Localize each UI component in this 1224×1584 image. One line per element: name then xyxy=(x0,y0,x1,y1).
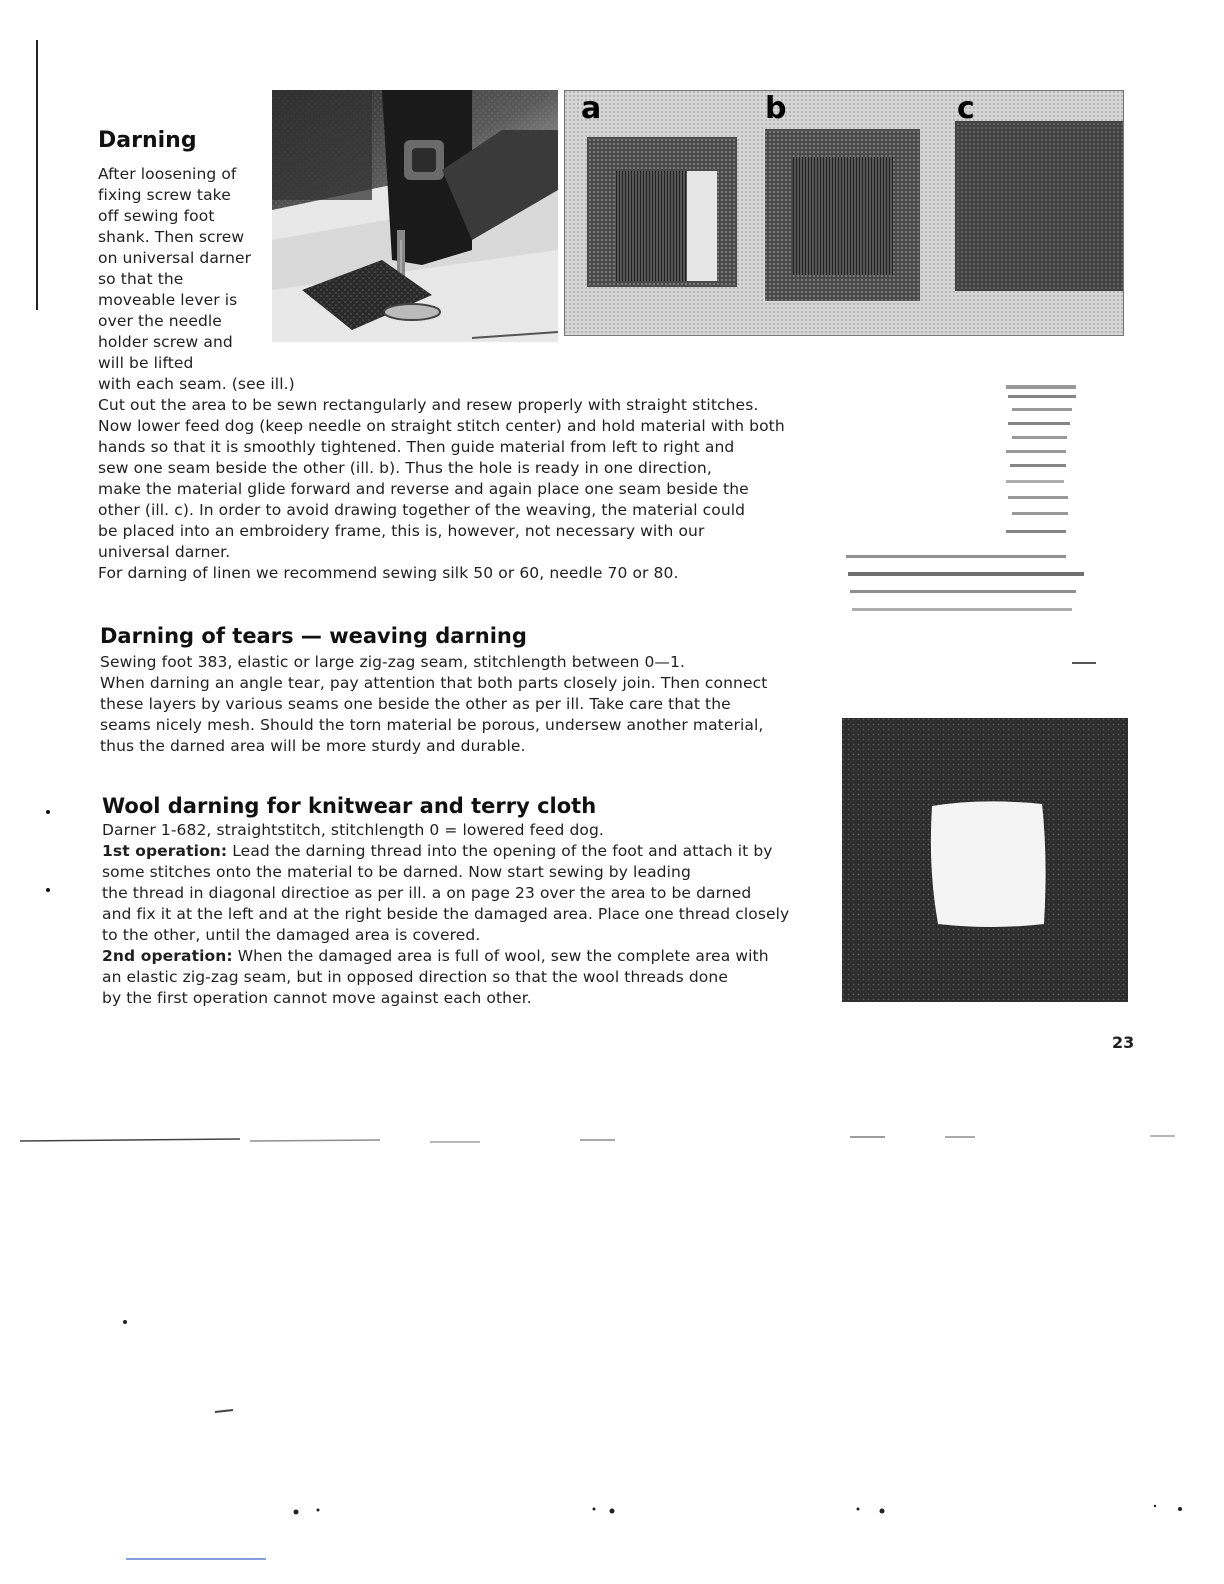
scan-artifacts xyxy=(0,1125,1224,1584)
operation-label: 2nd operation: xyxy=(102,947,233,965)
text-line: so that the xyxy=(98,270,184,288)
text-line: to the other, until the damaged area is covered. xyxy=(102,926,481,944)
figure-label-a: a xyxy=(581,91,602,126)
angle-tear-illustration xyxy=(836,350,1132,680)
text-line: these layers by various seams one beside the other as per ill. Take care that the xyxy=(100,695,731,713)
text-line: After loosening of xyxy=(98,165,237,183)
darning-of-tears-body xyxy=(100,652,767,757)
darning-intro xyxy=(98,164,251,374)
text-line: sew one seam beside the other (ill. b). Thus the hole is ready in one direction, xyxy=(98,459,712,477)
margin-bullet xyxy=(46,888,50,892)
text-line: will be lifted xyxy=(98,354,194,372)
text-line: Sewing foot 383, elastic or large zig-zag seam, stitchlength between 0—1. xyxy=(100,653,686,671)
darning-steps-figure xyxy=(564,90,1124,336)
sewing-machine-photo xyxy=(272,90,558,342)
text-span: Lead the darning thread into the opening of the foot and attach it by xyxy=(227,842,773,860)
operation-label: 1st operation: xyxy=(102,842,228,860)
margin-bullet xyxy=(46,810,50,814)
section-title-wool-darning: Wool darning for knitwear and terry cloth xyxy=(102,794,597,818)
wool-darning-photo xyxy=(842,718,1128,1002)
text-line: fixing screw take xyxy=(98,186,231,204)
wool-darning-body xyxy=(102,820,789,1009)
text-line: moveable lever is xyxy=(98,291,238,309)
figure-label-c: c xyxy=(957,91,975,126)
text-line: be placed into an embroidery frame, this is, however, not necessary with our xyxy=(98,522,705,540)
margin-line xyxy=(36,40,38,310)
text-line: When darning an angle tear, pay attention that both parts closely join. Then connect xyxy=(100,674,768,692)
text-line: Cut out the area to be sewn rectangularly and resew properly with straight stitches. xyxy=(98,396,759,414)
darning-steps-image xyxy=(565,91,1123,335)
section-title-darning: Darning xyxy=(98,128,197,153)
text-line: universal darner. xyxy=(98,543,231,561)
text-line: Now lower feed dog (keep needle on straight stitch center) and hold material with both xyxy=(98,417,785,435)
page-number: 23 xyxy=(1112,1033,1135,1052)
text-line: shank. Then screw xyxy=(98,228,245,246)
text-line: other (ill. c). In order to avoid drawing together of the weaving, the material could xyxy=(98,501,746,519)
text-line: some stitches onto the material to be darned. Now start sewing by leading xyxy=(102,863,691,881)
text-span: When the damaged area is full of wool, sew the complete area with xyxy=(232,947,769,965)
text-line: the thread in diagonal directioe as per ill. a on page 23 over the area to be darned xyxy=(102,884,752,902)
text-line: thus the darned area will be more sturdy and durable. xyxy=(100,737,526,755)
darning-body xyxy=(98,374,785,584)
text-line xyxy=(102,946,789,967)
text-line: seams nicely mesh. Should the torn material be porous, undersew another material, xyxy=(100,716,764,734)
text-line xyxy=(102,841,789,862)
text-line: off sewing foot xyxy=(98,207,215,225)
text-line: with each seam. (see ill.) xyxy=(98,375,295,393)
figure-label-b: b xyxy=(765,91,787,126)
text-line: For darning of linen we recommend sewing silk 50 or 60, needle 70 or 80. xyxy=(98,564,679,582)
text-line: holder screw and xyxy=(98,333,233,351)
text-line: over the needle xyxy=(98,312,222,330)
text-line: on universal darner xyxy=(98,249,252,267)
text-line: an elastic zig-zag seam, but in opposed direction so that the wool threads done xyxy=(102,968,728,986)
text-line: and fix it at the left and at the right beside the damaged area. Place one thread closely xyxy=(102,905,790,923)
text-line: make the material glide forward and reverse and again place one seam beside the xyxy=(98,480,749,498)
text-line: by the first operation cannot move against each other. xyxy=(102,989,532,1007)
text-line: hands so that it is smoothly tightened. Then guide material from left to right and xyxy=(98,438,735,456)
section-title-darning-of-tears: Darning of tears — weaving darning xyxy=(100,624,527,648)
text-line: Darner 1-682, straightstitch, stitchlength 0 = lowered feed dog. xyxy=(102,821,604,839)
